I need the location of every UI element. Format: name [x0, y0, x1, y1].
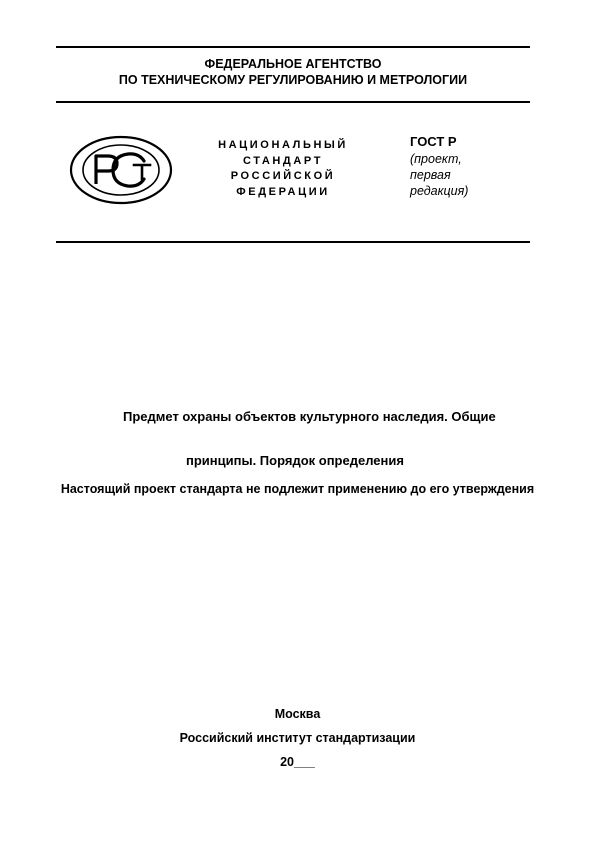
imprint-city: Москва — [274, 707, 321, 721]
imprint-publisher: Российский институт стандартизации — [179, 731, 416, 745]
rst-certification-mark-icon — [68, 132, 174, 208]
gost-code: ГОСТ Р — [410, 134, 457, 149]
national-standard-line-3: РОССИЙСКОЙ — [230, 170, 336, 182]
national-standard-label — [208, 138, 358, 200]
agency-line-2: ПО ТЕХНИЧЕСКОМУ РЕГУЛИРОВАНИЮ И МЕТРОЛОГИИ — [118, 73, 468, 87]
top-rule — [56, 46, 530, 48]
emblem-rule — [56, 241, 530, 243]
agency-line-1: ФЕДЕРАЛЬНОЕ АГЕНТСТВО — [204, 57, 382, 71]
draft-notice: Настоящий проект стандарта не подлежит применению до его утверждения — [60, 482, 535, 496]
title-line-1: Предмет охраны объектов культурного наследия. Общие — [123, 409, 496, 424]
agency-name — [56, 56, 530, 88]
national-standard-line-4: ФЕДЕРАЦИИ — [236, 185, 330, 198]
national-standard-line-2: СТАНДАРТ — [242, 154, 324, 167]
gost-edition-note: (проект, первая редакция) — [410, 152, 469, 198]
imprint-year: 20___ — [280, 755, 315, 769]
document-title — [60, 384, 595, 494]
header-rule — [56, 101, 530, 103]
national-standard-line-1: НАЦИОНАЛЬНЫЙ — [218, 139, 348, 151]
title-line-2: принципы. Порядок определения — [186, 453, 404, 468]
imprint — [0, 706, 595, 778]
